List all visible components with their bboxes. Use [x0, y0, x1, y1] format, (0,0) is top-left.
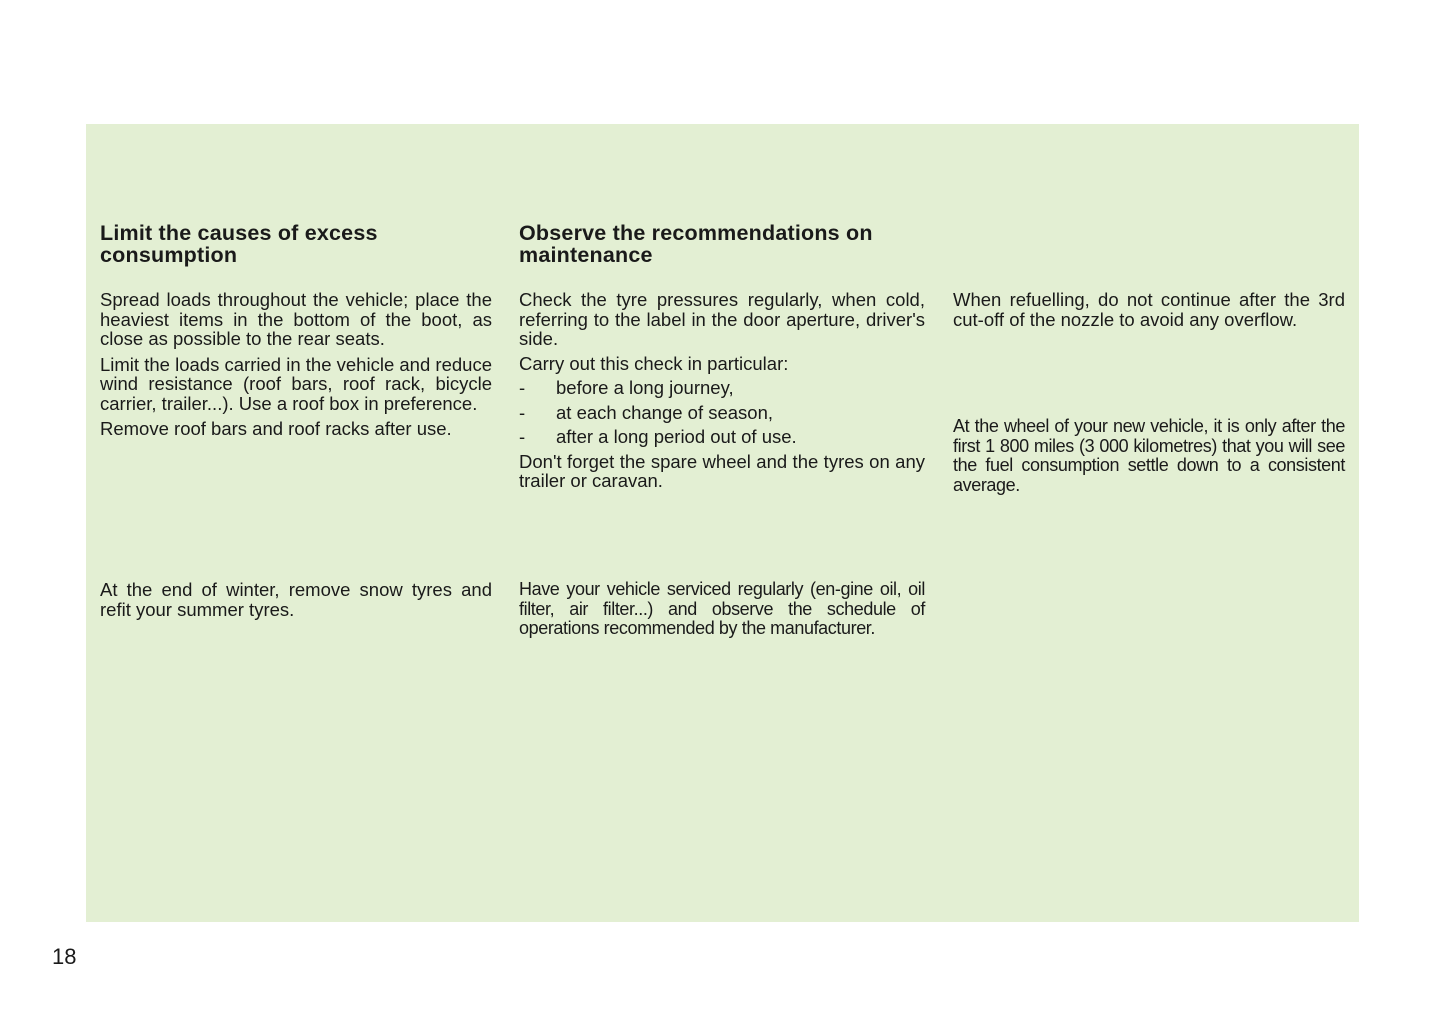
- paragraph: When refuelling, do not continue after the 3rd cut-off of the nozzle to avoid any overflow.: [953, 289, 1345, 330]
- paragraph: Remove roof bars and roof racks after use.: [100, 418, 452, 439]
- paragraph: Limit the loads carried in the vehicle and reduce wind resistance (roof bars, roof rack, bicycle carrier, trailer...). Use a roof box in preference.: [100, 353, 492, 414]
- dash-marker: -: [519, 401, 526, 423]
- excess-consumption-section: [100, 290, 492, 439]
- heading-maintenance: Observe the recommendations on maintenance: [519, 221, 873, 267]
- list-item: - before a long journey,: [519, 377, 734, 398]
- paragraph: Check the tyre pressures regularly, when cold, referring to the label in the door aperture, driver's side.: [519, 289, 925, 349]
- paragraph: Carry out this check in particular:: [519, 352, 789, 374]
- servicing-section: [519, 580, 925, 639]
- list-item: - after a long period out of use.: [519, 426, 797, 447]
- paragraph: Have your vehicle serviced regularly (en-gine oil, oil filter, air filter...) and observe the schedule of operations recommended by the manufacturer.: [519, 579, 925, 638]
- tyre-pressure-section: [519, 290, 925, 491]
- list-item: - at each change of season,: [519, 401, 774, 423]
- paragraph: Spread loads throughout the vehicle; place the heaviest items in the bottom of the boot, as close as possible to the rear seats.: [100, 289, 492, 349]
- new-vehicle-section: [953, 417, 1345, 495]
- paragraph: At the end of winter, remove snow tyres and refit your summer tyres.: [100, 579, 492, 620]
- heading-excess-consumption: Limit the causes of excess consumption: [100, 221, 378, 267]
- winter-tyres-section: [100, 580, 492, 619]
- paragraph: At the wheel of your new vehicle, it is only after the first 1 800 miles (3 000 kilometres) that you will see the fuel consumption settle down to a consistent average.: [953, 416, 1345, 495]
- paragraph: Don't forget the spare wheel and the tyres on any trailer or caravan.: [519, 450, 925, 491]
- page-number: 18: [52, 944, 77, 969]
- dash-marker: -: [519, 377, 526, 398]
- dash-marker: -: [519, 426, 526, 447]
- refuelling-section: [953, 290, 1345, 329]
